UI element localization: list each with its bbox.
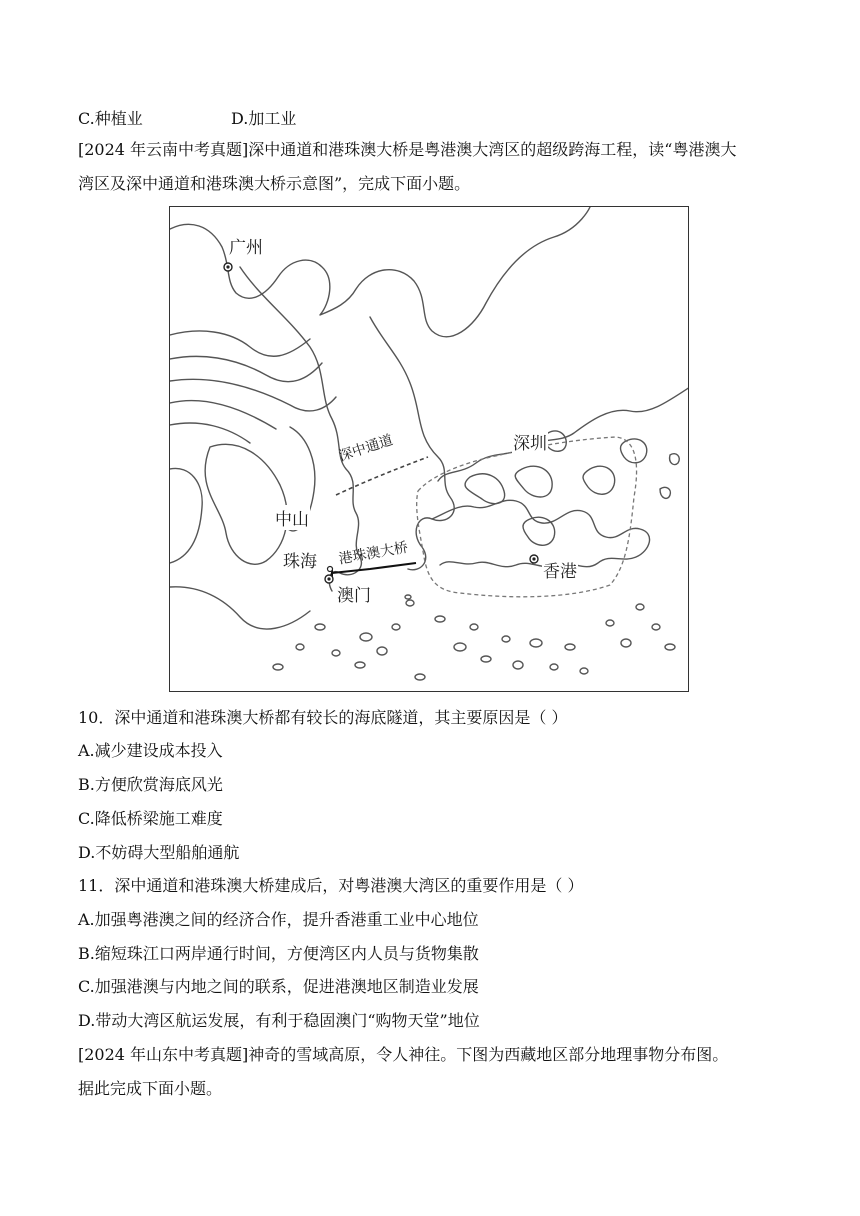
q10-option-c: C.降低桥梁施工难度 (78, 809, 223, 828)
north-coast (170, 207, 590, 337)
q11-option-c: C.加强港澳与内地之间的联系，促进港澳地区制造业发展 (78, 977, 479, 996)
label-hongkong: 香港 (542, 557, 578, 582)
intro2-line-2: 据此完成下面小题。 (78, 1079, 223, 1098)
hk-coast (432, 500, 650, 566)
label-macau: 澳门 (336, 581, 372, 606)
zhuhai-marker (328, 567, 333, 572)
label-shenzhong-tunnel: 深中通道 (336, 432, 396, 465)
label-shenzhen: 深圳 (512, 429, 548, 454)
option-d: D.加工业 (231, 109, 297, 128)
intro-line-2: 湾区及深中通道和港珠澳大桥示意图”，完成下面小题。 (78, 174, 471, 193)
label-guangzhou: 广州 (228, 233, 264, 258)
q11-option-a: A.加强粤港澳之间的经济合作，提升香港重工业中心地位 (78, 910, 479, 929)
q10-option-a: A.减少建设成本投入 (78, 741, 223, 760)
q11-stem: 11．深中通道和港珠澳大桥建成后，对粤港澳大湾区的重要作用是（ ） (78, 876, 584, 895)
map-drawing (170, 207, 689, 692)
option-c: C.种植业 (78, 109, 143, 128)
west-bank (240, 267, 361, 591)
greater-bay-area-map (169, 206, 689, 692)
intro-line-1: [2024 年云南中考真题]深中通道和港珠澳大桥是粤港澳大湾区的超级跨海工程，读“粤港澳大 (78, 140, 737, 159)
label-hzm-bridge: 港珠澳大桥 (337, 539, 410, 568)
q10-stem: 10．深中通道和港珠澳大桥都有较长的海底隧道，其主要原因是（ ） (78, 708, 568, 727)
q10-option-b: B.方便欣赏海底风光 (78, 775, 223, 794)
q11-option-d: D.带动大湾区航运发展，有利于稳固澳门“购物天堂”地位 (78, 1011, 480, 1030)
label-zhongshan: 中山 (274, 505, 310, 530)
q11-option-b: B.缩短珠江口两岸通行时间，方便湾区内人员与货物集散 (78, 944, 479, 963)
q10-option-d: D.不妨碍大型船舶通航 (78, 843, 240, 862)
intro2-line-1: [2024 年山东中考真题]神奇的雪域高原，令人神往。下图为西藏地区部分地理事物分布图。 (78, 1045, 729, 1064)
label-zhuhai: 珠海 (282, 547, 318, 572)
